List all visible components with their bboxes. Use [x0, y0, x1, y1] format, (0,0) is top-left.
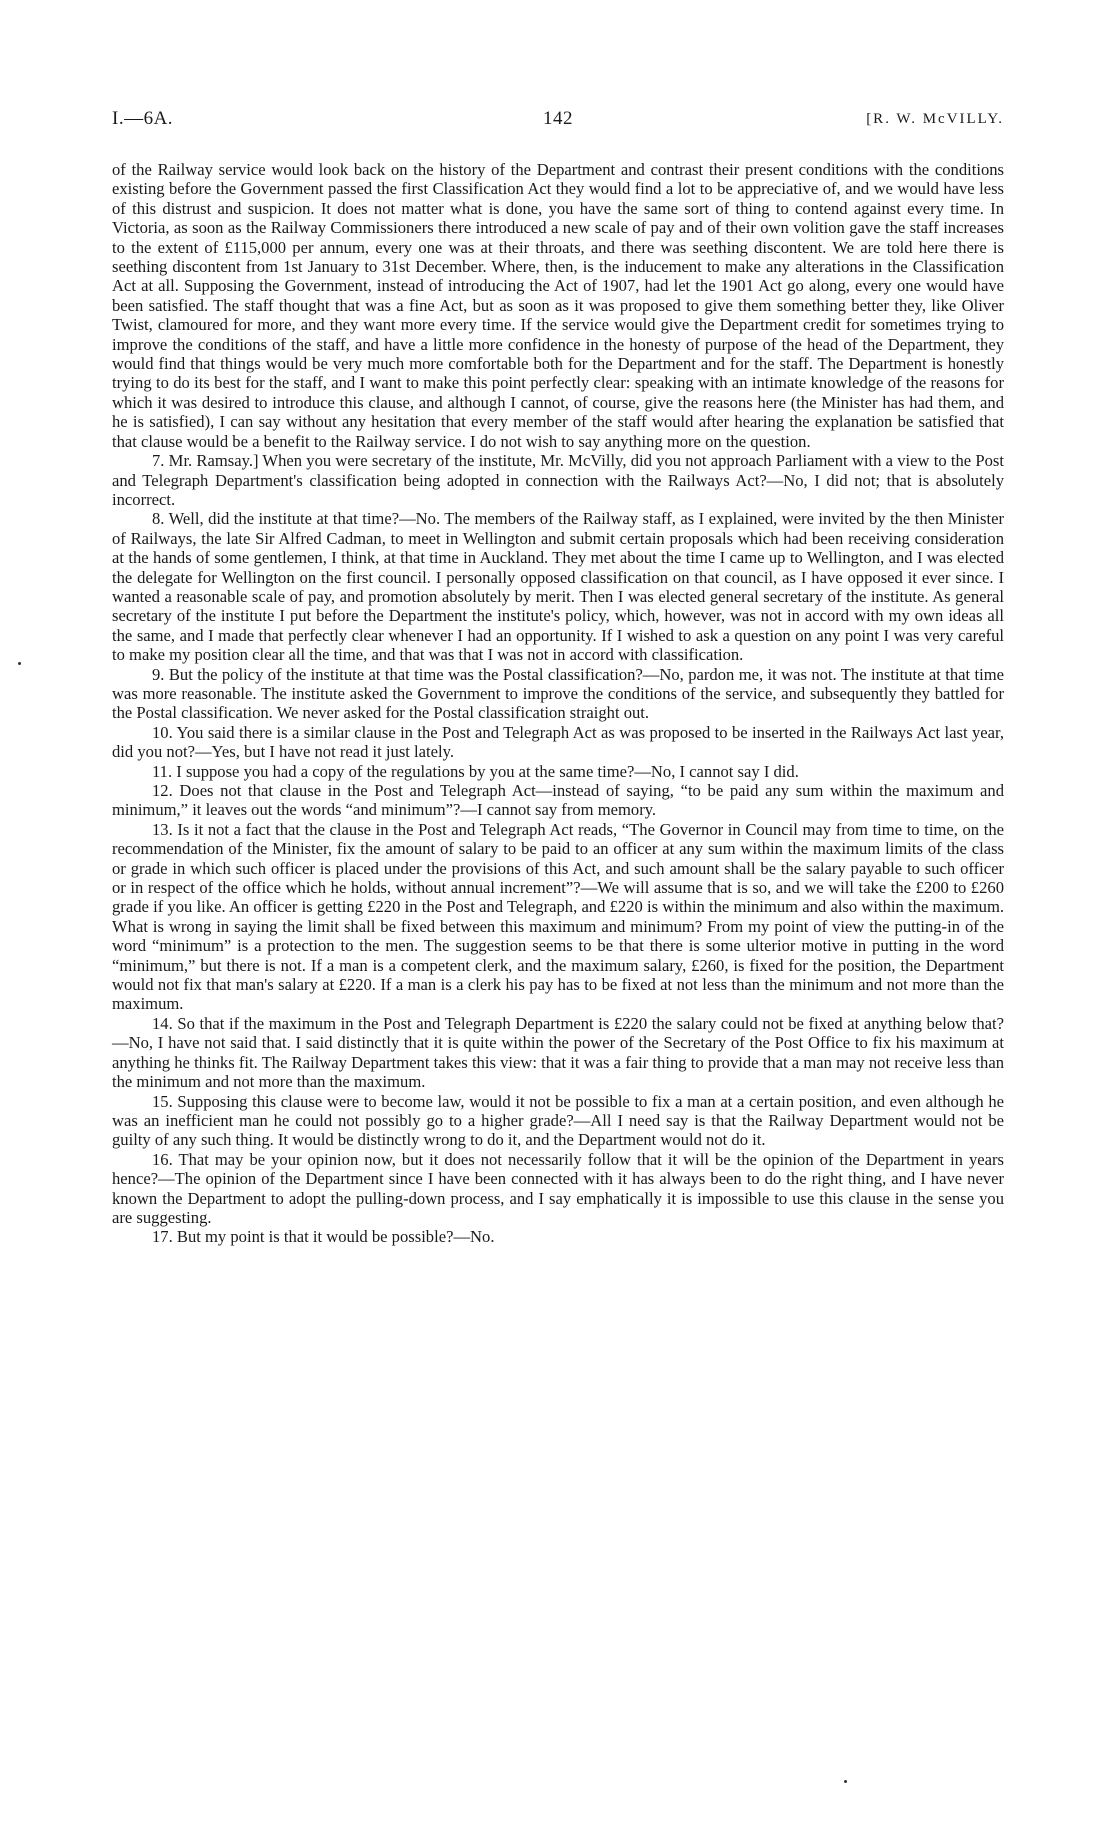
- page-header: [112, 108, 1004, 138]
- question-paragraph: 15. Supposing this clause were to become law, would it not be possible to fix a man at a certain position, and even although he was an inefficient man he could not possibly go to a higher grade?—All I need say is that the Railway Department would not be guilty of any such thing. It would be distinctly wrong to do it, and the Department would not do it.: [112, 1091, 1004, 1150]
- question-paragraph: 14. So that if the maximum in the Post and Telegraph Department is £220 the salary could not be fixed at anything below that?—No, I have not said that. I said distinctly that it is quite within the power of the Secretary of the Post Office to fix his maximum at anything he thinks fit. The Railway Department takes this view: that it was a fair thing to provide that a man may not receive less than the minimum and not more than the maximum.: [112, 1013, 1004, 1092]
- question-paragraph: 7. Mr. Ramsay.] When you were secretary of the institute, Mr. McVilly, did you not approach Parliament with a view to the Post and Telegraph Department's classification being adopted in connection with the Railways Act?—No, I did not; that is absolutely incorrect.: [112, 451, 1004, 509]
- question-paragraph: 11. I suppose you had a copy of the regulations by you at the same time?—No, I cannot say I did.: [152, 761, 799, 781]
- witness-name: [R. W. McVILLY.: [866, 111, 1004, 127]
- question-paragraph: 12. Does not that clause in the Post and Telegraph Act—instead of saying, “to be paid any sum within the maximum and minimum,” it leaves out the words “and minimum”?—I cannot say from memory.: [112, 781, 1004, 820]
- question-paragraph: 8. Well, did the institute at that time?—No. The members of the Railway staff, as I explained, were invited by the then Minister of Railways, the late Sir Alfred Cadman, to meet in Wellington and submit certain proposals which had been receiving consideration at the hands of some gentlemen, I think, at that time in Auckland. They met about the time I came up to Wellington, and I was elected the delegate for Wellington on the first council. I personally opposed classification on that council, as I have opposed it ever since. I wanted a reasonable scale of pay, and promotion absolutely by merit. Then I was elected general secretary of the institute. As general secretary of the institute I put before the Department the institute's policy, which, however, was not in accord with my own ideas all the same, and I made that perfectly clear whenever I had an opportunity. If I wished to ask a question on any point I was very careful to make my position clear all the time, and that was that I was not in accord with classification.: [112, 509, 1004, 665]
- scan-speck: [18, 662, 21, 665]
- paragraph: of the Railway service would look back on the history of the Department and contrast their present conditions with the conditions existing before the Government passed the first Classification Act they would find a lot to be appreciative of, and we would have less of this distrust and suspicion. It does not matter what is done, you have the same sort of thing to contend against every time. In Victoria, as soon as the Railway Commissioners there introduced a new scale of pay and of their own volition gave the staff increases to the extent of £115,000 per annum, every one was at their throats, and there was seething discontent. We are told here there is seething discontent from 1st January to 31st December. Where, then, is the inducement to make any alterations in the Classification Act at all. Supposing the Government, instead of introducing the Act of 1907, had let the 1901 Act go along, every one would have been satisfied. The staff thought that was a fine Act, but as soon as it was proposed to give them something better they, like Oliver Twist, clamoured for more, and they want more every time. If the service would give the Department credit for sometimes trying to improve the conditions of the staff, and have a little more confidence in the honesty of purpose of the head of the Department, they would find that things would be very much more comfortable both for the Department and for the staff. The Department is honestly trying to do its best for the staff, and I want to make this point perfectly clear: speaking with an intimate knowledge of the reasons for which it was desired to introduce this clause, and although I cannot, of course, give the reasons here (the Minister has had them, and he is satisfied), I can say without any hesitation that every member of the staff would after hearing the explanation be satisfied that that clause would be a benefit to the Railway service. I do not wish to say anything more on the question.: [112, 160, 1004, 451]
- question-paragraph: 13. Is it not a fact that the clause in the Post and Telegraph Act reads, “The Governor in Council may from time to time, on the recommendation of the Minister, fix the amount of salary to be paid to an officer at any sum within the maximum limits of the class or grade in which such officer is placed under the provisions of this Act, and such amount shall be the salary payable to such officer or in respect of the office which he holds, without annual increment”?—We will assume that is so, and we will take the £200 to £260 grade if you like. An officer is getting £220 in the Post and Telegraph, and £220 is within the minimum and also within the maximum. What is wrong in saying the limit shall be fixed between this maximum and minimum? From my point of view the putting-in of the word “minimum” is a protection to the men. The suggestion seems to be that there is some ulterior motive in putting in the word “minimum,” but there is not. If a man is a competent clerk, and the maximum salary, £260, is fixed for the position, the Department would not fix that man's salary at £220. If a man is a clerk his pay has to be fixed at not less than the minimum and not more than the maximum.: [112, 819, 1004, 1014]
- question-paragraph: 17. But my point is that it would be possible?—No.: [152, 1227, 495, 1247]
- scan-speck: [844, 1780, 847, 1783]
- question-paragraph: 10. You said there is a similar clause in the Post and Telegraph Act as was proposed to be inserted in the Railways Act last year, did you not?—Yes, but I have not read it just lately.: [112, 722, 1004, 762]
- question-paragraph: 9. But the policy of the institute at that time was the Postal classification?—No, pardon me, it was not. The institute at that time was more reasonable. The institute asked the Government to improve the conditions of the service, and subsequently they battled for the Postal classification. We never asked for the Postal classification straight out.: [112, 664, 1004, 723]
- question-paragraph: 16. That may be your opinion now, but it does not necessarily follow that it will be the opinion of the Department in years hence?—The opinion of the Department since I have been connected with it has always been to do the right thing, and I have never known the Department to adopt the pulling-down process, and I say emphatically it is impossible to use this clause in the sense you are suggesting.: [112, 1149, 1004, 1227]
- page-number: 142: [543, 108, 573, 129]
- document-body: [112, 160, 1004, 1247]
- document-reference: I.—6A.: [112, 108, 174, 129]
